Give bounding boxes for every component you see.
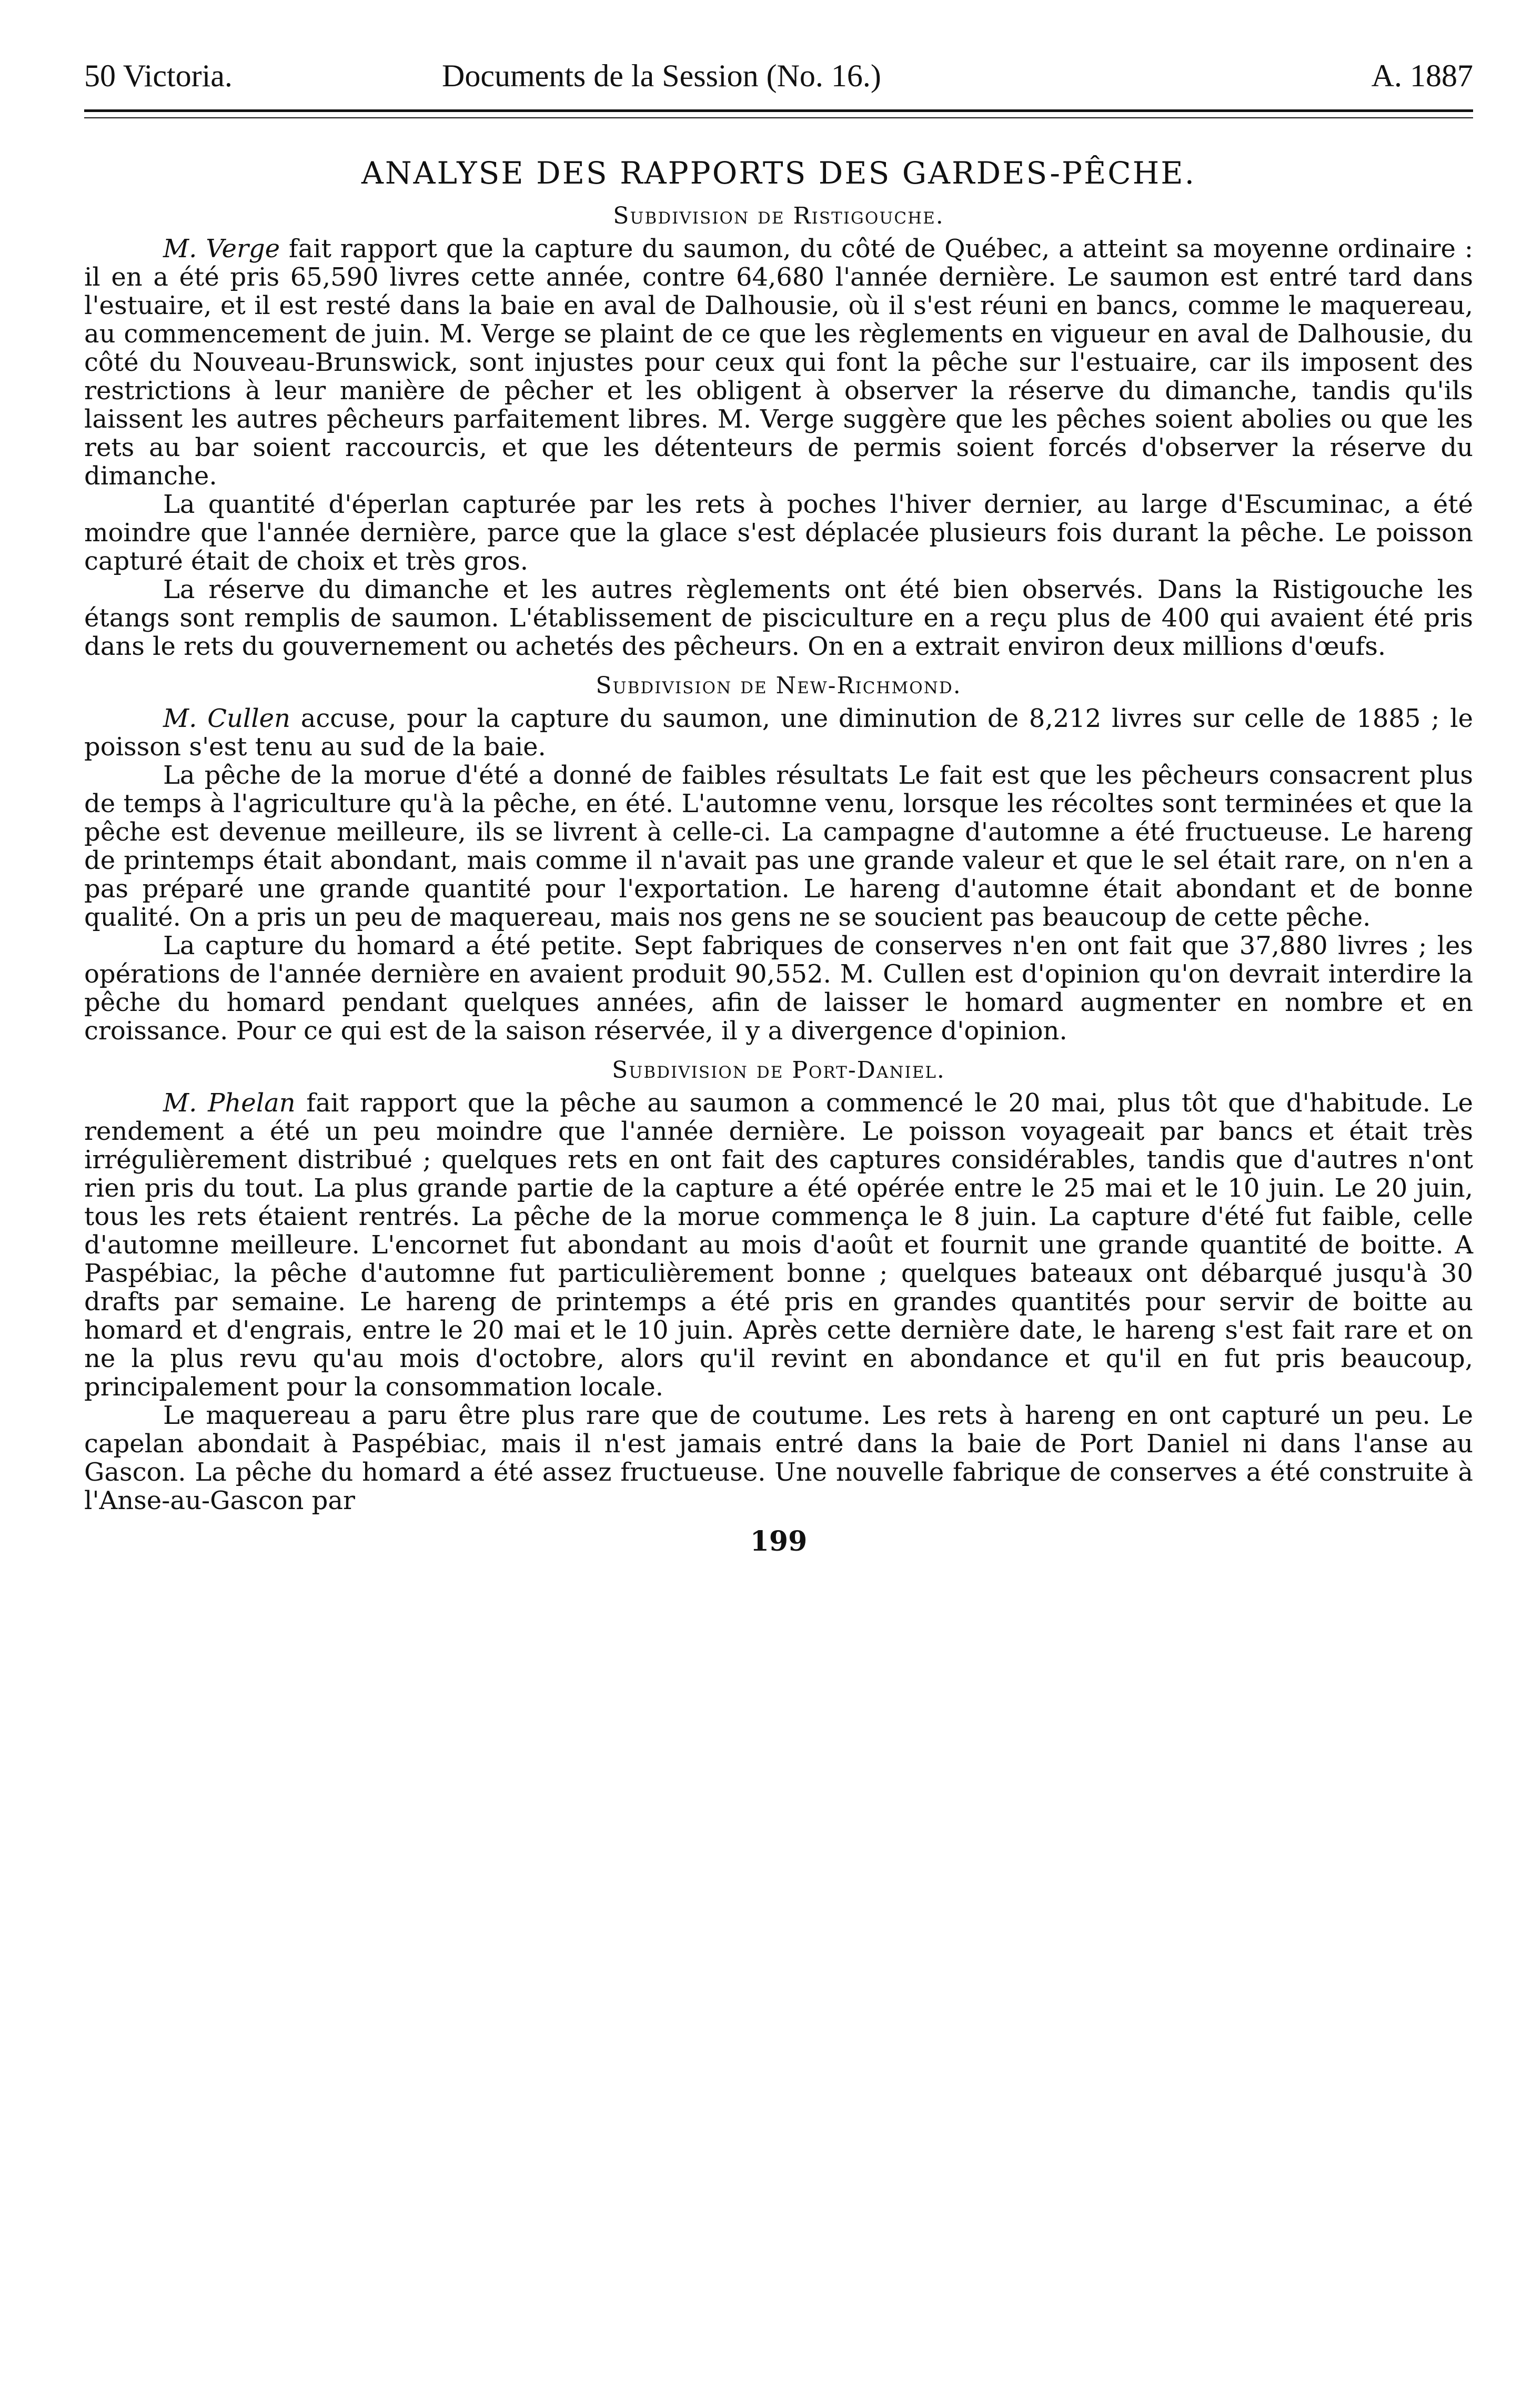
page-number: 199 xyxy=(750,1525,808,1557)
paragraph-text: La pêche de la morue d'été a donné de faibles résultats Le fait est que les pêcheurs consacrent plus de temps à l'agriculture qu'à la pêche, en été. L'automne venu, lorsque les récoltes sont terminées et que la pêche est devenue meilleure, ils se livrent à celle-ci. La campagne d'automne a été fructueuse. Le hareng de printemps était abondant, mais comme il n'avait pas une grande valeur et que le sel était rare, on n'en a pas préparé une grande quantité pour l'exportation. Le hareng d'automne était abondant et de bonne qualité. On a pris un peu de maquereau, mais nos gens ne se soucient pas beaucoup de cette pêche. xyxy=(84,761,1473,932)
paragraph xyxy=(84,704,1473,761)
paragraph xyxy=(84,235,1473,490)
header-left: 50 Victoria. xyxy=(84,58,233,93)
paragraph-text: La quantité d'éperlan capturée par les rets à poches l'hiver dernier, au large d'Escuminac, a été moindre que l'année dernière, parce que la glace s'est déplacée plusieurs fois durant la pêche. Le poisson capturé était de choix et très gros. xyxy=(84,490,1473,576)
paragraph xyxy=(84,1089,1473,1401)
paragraph xyxy=(84,490,1473,575)
running-header xyxy=(84,47,1473,105)
page xyxy=(84,47,1473,1557)
speaker-name: M. Phelan xyxy=(163,1088,296,1118)
header-right: A. 1887 xyxy=(1371,58,1473,93)
paragraph xyxy=(84,575,1473,661)
paragraph-text: fait rapport que la capture du saumon, du côté de Québec, a atteint sa moyenne ordinaire : il en a été pris 65,590 livres cette année, contre 64,680 l'année dernière. Le saumon est entré tard dans l'estuaire, et il est resté dans la baie en aval de Dalhousie, où il s'est réuni en bancs, comme le maquereau, au commencement de juin. M. Verge se plaint de ce que les règlements en vigueur en aval de Dalhousie, du côté du Nouveau-Brunswick, sont injustes pour ceux qui font la pêche sur l'estuaire, car ils imposent des restrictions à leur manière de pêcher et les obligent à observer la réserve du dimanche, tandis qu'ils laissent les autres pêcheurs parfaitement libres. M. Verge suggère que les pêches soient abolies ou que les rets au bar soient raccourcis, et que les détenteurs de permis soient forcés d'observer la réserve du dimanche. xyxy=(84,234,1473,491)
paragraph xyxy=(84,932,1473,1045)
section-heading: Subdivision de Port-Daniel. xyxy=(612,1057,945,1084)
speaker-name: M. Verge xyxy=(163,234,280,264)
paragraph-text: Le maquereau a paru être plus rare que de coutume. Les rets à hareng en ont capturé un peu. Le capelan abondait à Paspébiac, mais il n'est jamais entré dans la baie de Port Daniel ni dans l'anse au Gascon. La pêche du homard a été assez fructueuse. Une nouvelle fabrique de conserves a été construite à l'Anse-au-Gascon par xyxy=(84,1401,1473,1515)
paragraph-text: La capture du homard a été petite. Sept fabriques de conserves n'en ont fait que 37,880 livres ; les opérations de l'année dernière en avaient produit 90,552. M. Cullen est d'opinion qu'on devrait interdire la pêche du homard pendant quelques années, afin de laisser le homard augmenter en nombre et en croissance. Pour ce qui est de la saison réservée, il y a divergence d'opinion. xyxy=(84,931,1473,1046)
section-heading: Subdivision de Ristigouche. xyxy=(613,203,944,229)
paragraph-text: accuse, pour la capture du saumon, une diminution de 8,212 livres sur celle de 1885 ; le poisson s'est tenu au sud de la baie. xyxy=(84,704,1474,762)
header-rule-thin xyxy=(84,117,1473,118)
paragraph xyxy=(84,1401,1473,1515)
header-rule-thick xyxy=(84,109,1473,112)
paragraph-text: La réserve du dimanche et les autres règlements ont été bien observés. Dans la Ristigouche les étangs sont remplis de saumon. L'établissement de pisciculture en a reçu plus de 400 qui avaient été pris dans le rets du gouvernement ou achetés des pêcheurs. On en a extrait environ deux millions d'œufs. xyxy=(84,575,1473,661)
section-port-daniel xyxy=(84,1057,1473,1515)
paragraph-text: fait rapport que la pêche au saumon a commencé le 20 mai, plus tôt que d'habitude. Le rendement a été un peu moindre que l'année dernière. Le poisson voyageait par bancs et était très irrégulièrement distribué ; quelques rets en ont fait des captures considérables, tandis que d'autres n'ont rien pris du tout. La plus grande partie de la capture a été opérée entre le 25 mai et le 10 juin. Le 20 juin, tous les rets étaient rentrés. La pêche de la morue commença le 8 juin. La capture d'été fut faible, celle d'automne meilleure. L'encornet fut abondant au mois d'août et fournit une grande quantité de boitte. A Paspébiac, la pêche d'automne fut particulièrement bonne ; quelques bateaux ont débarqué jusqu'à 30 drafts par semaine. Le hareng de printemps a été pris en grandes quantités pour servir de boitte au homard et d'engrais, entre le 20 mai et le 10 juin. Après cette dernière date, le hareng s'est fait rare et on ne la plus revu qu'au mois d'octobre, alors qu'il revint en abondance et qu'il en fut pris beaucoup, principalement pour la consommation locale. xyxy=(84,1088,1473,1402)
speaker-name: M. Cullen xyxy=(163,704,290,733)
section-new-richmond xyxy=(84,672,1473,1045)
paragraph xyxy=(84,761,1473,932)
document-title: ANALYSE DES RAPPORTS DES GARDES-PÊCHE. xyxy=(361,155,1196,191)
section-ristigouche xyxy=(84,203,1473,661)
section-heading: Subdivision de New-Richmond. xyxy=(596,672,962,699)
header-center: Documents de la Session (No. 16.) xyxy=(442,58,881,93)
